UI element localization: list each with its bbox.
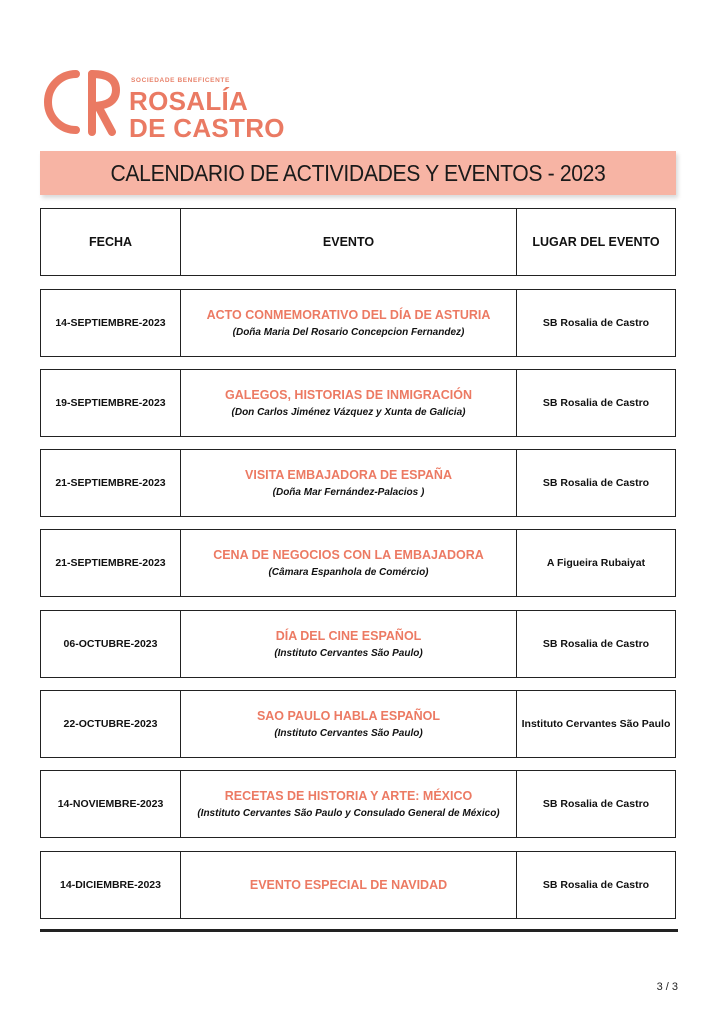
event-place: SB Rosalia de Castro [542, 317, 650, 329]
event-title: VISITA EMBAJADORA DE ESPAÑA [245, 468, 452, 482]
event-cell [181, 370, 517, 436]
header-date: FECHA [41, 209, 181, 275]
event-title: CENA DE NEGOCIOS CON LA EMBAJADORA [213, 548, 484, 562]
event-date: 21-SEPTIEMBRE-2023 [41, 530, 181, 596]
bottom-rule [40, 929, 678, 932]
event-title: DÍA DEL CINE ESPAÑOL [275, 629, 422, 643]
event-subtitle: (Câmara Espanhola de Comércio) [268, 567, 429, 578]
event-row [40, 369, 676, 437]
header-event: EVENTO [181, 209, 517, 275]
logo-small-text: SOCIEDADE BENEFICENTE [131, 77, 230, 84]
event-subtitle: (Instituto Cervantes São Paulo y Consulado General de México) [197, 808, 500, 819]
logo-line-1: ROSALÍA [129, 86, 249, 116]
event-title: GALEGOS, HISTORIAS DE INMIGRACIÓN [224, 388, 472, 402]
title-band [40, 151, 676, 195]
event-place: A Figueira Rubaiyat [546, 557, 646, 569]
rosalia-logo-mark-icon [40, 64, 120, 144]
page-number: 3 / 3 [656, 981, 678, 993]
event-cell [181, 290, 517, 356]
event-title: ACTO CONMEMORATIVO DEL DÍA DE ASTURIA [206, 308, 491, 322]
event-place: SB Rosalia de Castro [542, 879, 650, 891]
logo-line-2: DE CASTRO [129, 113, 285, 143]
event-title: RECETAS DE HISTORIA Y ARTE: MÉXICO [224, 789, 473, 803]
page-title: CALENDARIO DE ACTIVIDADES Y EVENTOS - 2023 [110, 159, 606, 186]
event-place: SB Rosalia de Castro [542, 397, 650, 409]
event-title: SAO PAULO HABLA ESPAÑOL [256, 709, 441, 723]
table-header-row [40, 208, 676, 276]
event-cell [181, 691, 517, 757]
event-date: 22-OCTUBRE-2023 [41, 691, 181, 757]
event-subtitle: (Instituto Cervantes São Paulo) [274, 728, 423, 739]
event-place: Instituto Cervantes São Paulo [521, 718, 671, 730]
event-cell [181, 530, 517, 596]
event-date: 14-SEPTIEMBRE-2023 [41, 290, 181, 356]
event-date: 19-SEPTIEMBRE-2023 [41, 370, 181, 436]
event-place: SB Rosalia de Castro [542, 798, 650, 810]
event-date: 14-NOVIEMBRE-2023 [41, 771, 181, 837]
event-cell [181, 450, 517, 516]
header-place: LUGAR DEL EVENTO [532, 235, 660, 249]
event-row [40, 690, 676, 758]
event-cell [181, 771, 517, 837]
event-cell [181, 611, 517, 677]
event-row [40, 449, 676, 517]
event-date: 21-SEPTIEMBRE-2023 [41, 450, 181, 516]
event-row [40, 851, 676, 919]
event-row [40, 289, 676, 357]
event-row [40, 610, 676, 678]
event-row [40, 770, 676, 838]
event-place: SB Rosalia de Castro [542, 477, 650, 489]
event-subtitle: (Doña Mar Fernández-Palacios ) [272, 487, 425, 498]
event-place: SB Rosalia de Castro [542, 638, 650, 650]
event-date: 14-DICIEMBRE-2023 [41, 852, 181, 918]
event-cell [181, 852, 517, 918]
event-subtitle: (Instituto Cervantes São Paulo) [274, 648, 423, 659]
event-subtitle: (Don Carlos Jiménez Vázquez y Xunta de Galicia) [231, 407, 466, 418]
event-row [40, 529, 676, 597]
event-date: 06-OCTUBRE-2023 [41, 611, 181, 677]
event-title: EVENTO ESPECIAL DE NAVIDAD [249, 878, 448, 892]
event-subtitle: (Doña Maria Del Rosario Concepcion Fernandez) [232, 327, 465, 338]
